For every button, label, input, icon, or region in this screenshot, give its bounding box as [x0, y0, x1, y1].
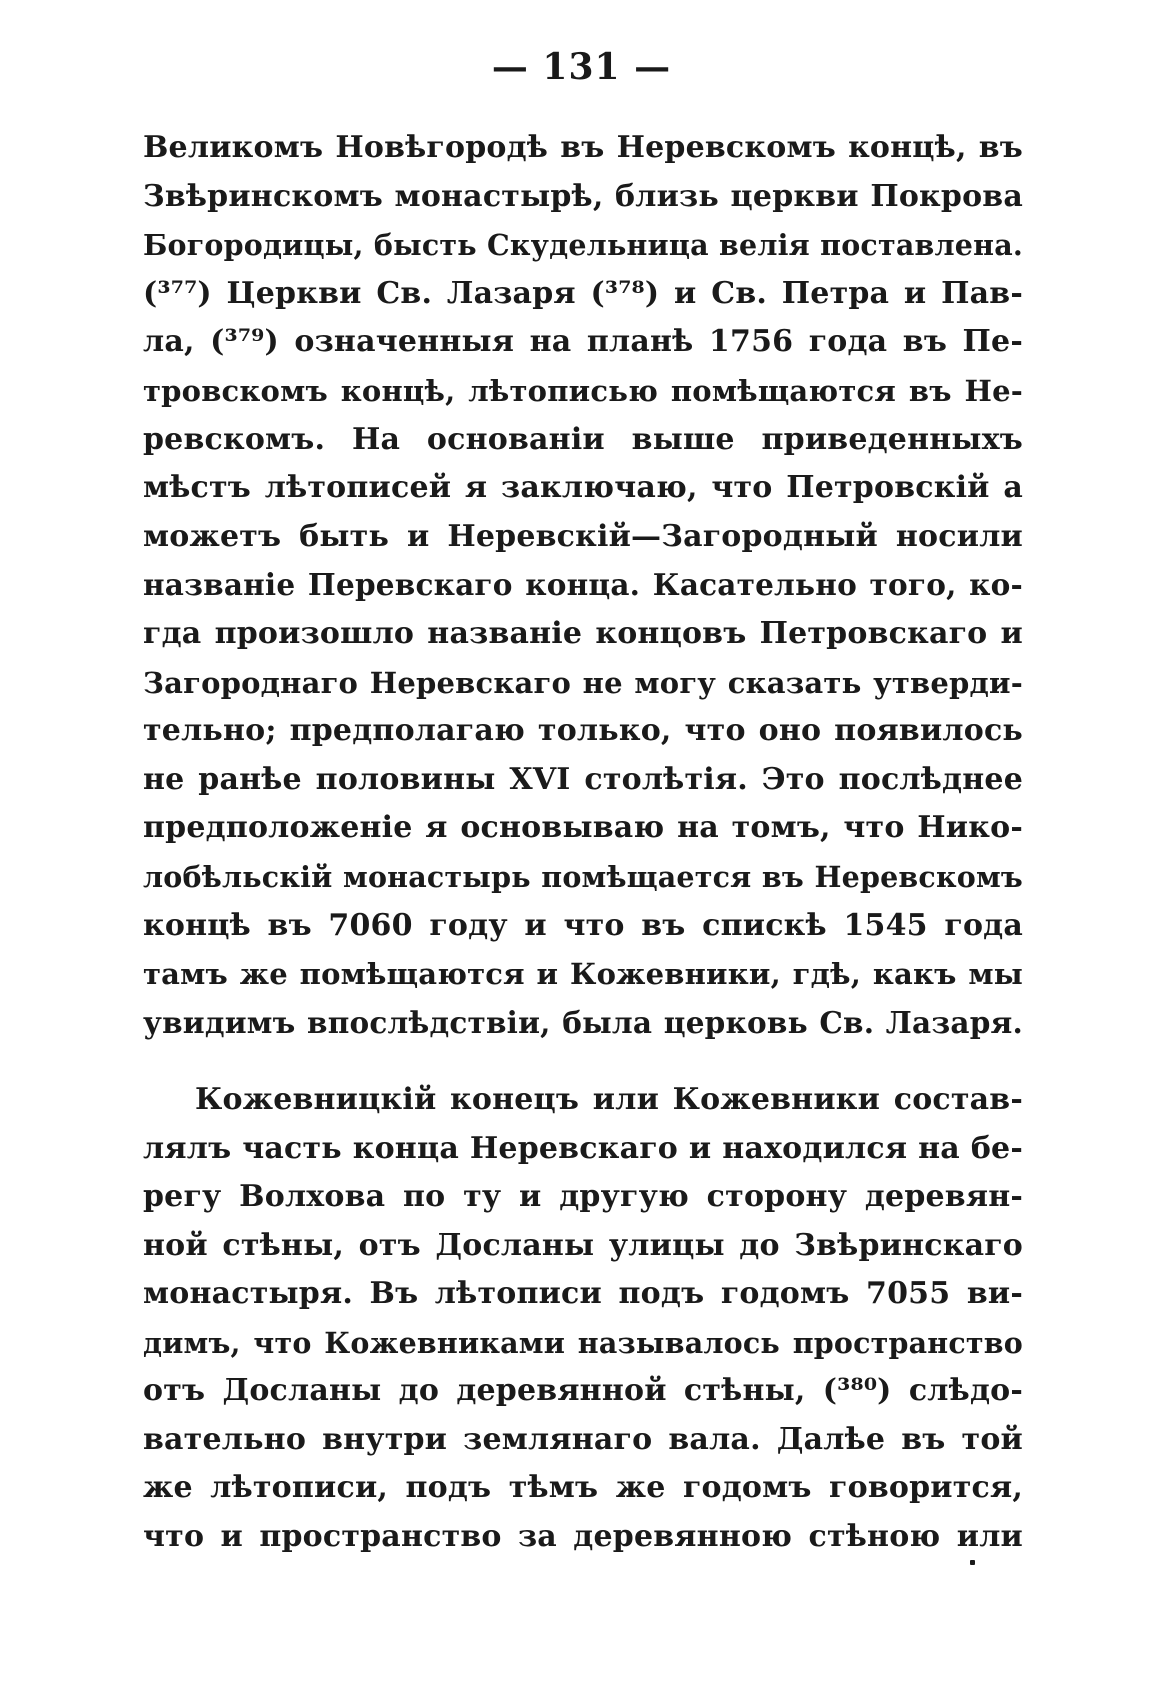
text-line: тельно; предполагаю только, что оно появилось	[143, 713, 1023, 749]
text-line: отъ Досланы до деревянной стѣны, (³⁸⁰) слѣдо-	[143, 1373, 1023, 1408]
ink-dot	[970, 1560, 975, 1565]
text-line: (³⁷⁷) Церкви Св. Лазаря (³⁷⁸) и Св. Петра и Пав-	[143, 275, 1023, 311]
text-line: ла, (³⁷⁹) означенныя на планѣ 1756 года въ Пе-	[143, 324, 1023, 360]
text-line: лялъ часть конца Неревскаго и находился на бе-	[143, 1130, 1023, 1166]
text-line: тровскомъ концѣ, лѣтописью помѣщаются въ Не-	[143, 373, 1023, 408]
text-line: тамъ же помѣщаются и Кожевники, гдѣ, какъ мы	[143, 957, 1023, 992]
text-line: можетъ быть и Неревскій—Загородный носили	[143, 518, 1023, 554]
text-line: регу Волхова по ту и другую сторону деревян-	[143, 1179, 1023, 1214]
text-line: ревскомъ. На основаніи выше приведенныхъ	[143, 421, 1023, 457]
text-line: димъ, что Кожевниками называлось пространство	[143, 1325, 1023, 1360]
text-line: увидимъ впослѣдствіи, была церковь Св. Лазаря.	[143, 1004, 1023, 1040]
text-line: Великомъ Новѣгородѣ въ Неревскомъ концѣ, въ	[143, 130, 1023, 165]
text-line: мѣстъ лѣтописей я заключаю, что Петровскій а	[143, 470, 1023, 506]
text-line: Кожевницкій конецъ или Кожевники состав-	[195, 1082, 1023, 1117]
text-line: вательно внутри землянаго вала. Далѣе въ той	[143, 1421, 1023, 1457]
text-line: что и пространство за деревянною стѣною или	[143, 1518, 1023, 1554]
text-line: Богородицы, бысть Скудельница велія поставлена.	[143, 228, 1023, 263]
text-line: же лѣтописи, подъ тѣмъ же годомъ говорится,	[143, 1470, 1023, 1505]
text-line: названіе Перевскаго конца. Касательно того, ко-	[143, 567, 1023, 603]
paragraph-1	[143, 124, 1023, 1047]
text-line: Загороднаго Неревскаго не могу сказать утверди-	[143, 665, 1023, 700]
text-line: ной стѣны, отъ Досланы улицы до Звѣринскаго	[143, 1227, 1023, 1263]
text-line: монастыря. Въ лѣтописи подъ годомъ 7055 ви-	[143, 1276, 1023, 1311]
text-line: концѣ въ 7060 году и что въ спискѣ 1545 года	[143, 907, 1023, 943]
page-number: — 131 —	[491, 46, 672, 88]
text-line: гда произошло названіе концовъ Петровскаго и	[143, 615, 1023, 651]
text-line: не ранѣе половины XVI столѣтія. Это послѣднее	[143, 761, 1023, 797]
text-line: Звѣринскомъ монастырѣ, близь церкви Покрова	[143, 178, 1023, 214]
text-line: лобѣльскій монастырь помѣщается въ Неревскомъ	[143, 859, 1023, 894]
text-line: предположеніе я основываю на томъ, что Нико-	[143, 810, 1023, 846]
paragraph-2	[143, 1076, 1023, 1561]
